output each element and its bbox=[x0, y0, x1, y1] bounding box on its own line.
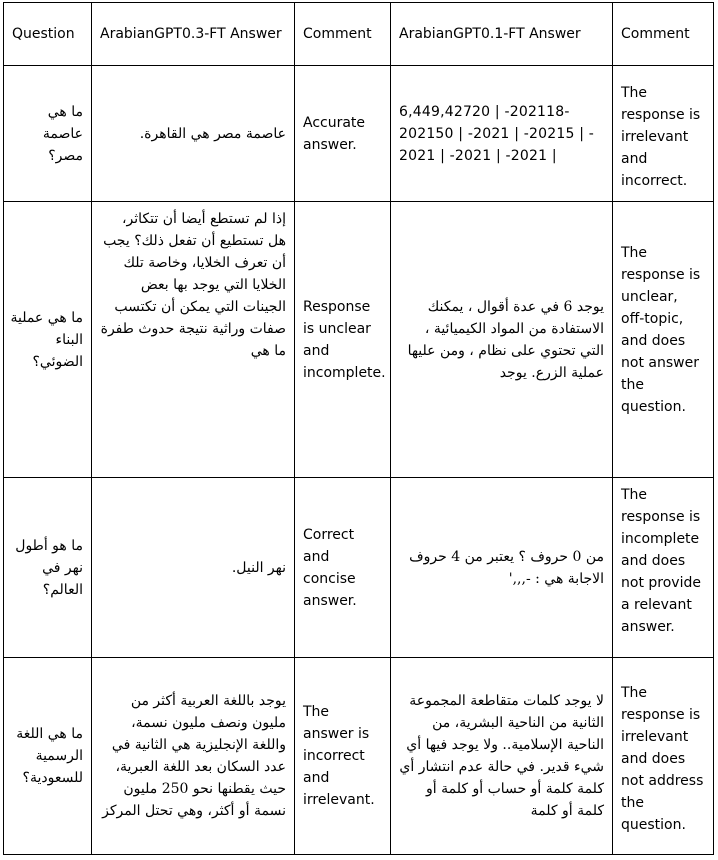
answer-v01-cell: 6,449,42720 | -202118- 202150 | -2021 | -20215 | - 2021 | -2021 | -2021 | bbox=[391, 66, 613, 202]
comment-v03-cell: Accurate answer. bbox=[295, 66, 391, 202]
comment-v01-cell: The response is incomplete and does not provide a relevant answer. bbox=[613, 478, 714, 658]
table-row bbox=[4, 202, 714, 478]
comment-v03-cell: The answer is incorrect and irrelevant. bbox=[295, 658, 391, 855]
question-cell: ما هي اللغة الرسمية للسعودية؟ bbox=[4, 658, 92, 855]
comment-v03-cell: Correct and concise answer. bbox=[295, 478, 391, 658]
header-question: Question bbox=[4, 3, 92, 66]
answer-v01-cell: لا يوجد كلمات متقاطعة المجموعة الثانية من الناحية البشرية، من الناحية الإسلامية.. ولا يوجد فيها أي شيء قدير. في حالة عدم انتشار أي كلمة كلمة أو حساب أو كلمة أو كلمة أو كلمة bbox=[391, 658, 613, 855]
comment-v01-cell: The response is unclear, off-topic, and does not answer the question. bbox=[613, 202, 714, 478]
answer-v01-cell: من 0 حروف ؟ يعتبر من 4 حروف الاجابة هي : -,,,' bbox=[391, 478, 613, 658]
comment-v01-cell: The response is irrelevant and does not address the question. bbox=[613, 658, 714, 855]
header-answer-v03: ArabianGPT0.3-FT Answer bbox=[92, 3, 295, 66]
table-row bbox=[4, 478, 714, 658]
question-cell: ما هي عاصمة مصر؟ bbox=[4, 66, 92, 202]
question-cell: ما هو أطول نهر في العالم؟ bbox=[4, 478, 92, 658]
header-row bbox=[4, 3, 714, 66]
comment-v03-cell: Response is unclear and incomplete. bbox=[295, 202, 391, 478]
answer-v03-cell: عاصمة مصر هي القاهرة. bbox=[92, 66, 295, 202]
answer-v03-cell: نهر النيل. bbox=[92, 478, 295, 658]
header-comment-v03: Comment bbox=[295, 3, 391, 66]
answer-v03-cell: يوجد باللغة العربية أكثر من مليون ونصف مليون نسمة، واللغة الإنجليزية هي الثانية في عدد السكان بعد اللغة العبرية، حيث يقطنها نحو 250 مليون نسمة أو أكثر، وهي تحتل المركز bbox=[92, 658, 295, 855]
comment-v01-cell: The response is irrelevant and incorrect. bbox=[613, 66, 714, 202]
header-answer-v01: ArabianGPT0.1-FT Answer bbox=[391, 3, 613, 66]
answer-v03-cell: إذا لم تستطع أيضا أن تتكاثر، هل تستطيع أن تفعل ذلك؟ يجب أن تعرف الخلايا، وخاصة تلك الخلايا التي يوجد بها بعض الجينات التي يمكن أن تكتسب صفات وراثية نتيجة حدوث طفرة ما هي bbox=[92, 202, 295, 478]
comparison-table bbox=[3, 2, 714, 855]
header-comment-v01: Comment bbox=[613, 3, 714, 66]
table-row bbox=[4, 66, 714, 202]
table-row bbox=[4, 658, 714, 855]
answer-v01-cell: يوجد 6 في عدة أقوال ، يمكنك الاستفادة من المواد الكيميائية ، التي تحتوي على نظام ، ومن عليها عملية الزرع. يوجد bbox=[391, 202, 613, 478]
question-cell: ما هي عملية البناء الضوئي؟ bbox=[4, 202, 92, 478]
